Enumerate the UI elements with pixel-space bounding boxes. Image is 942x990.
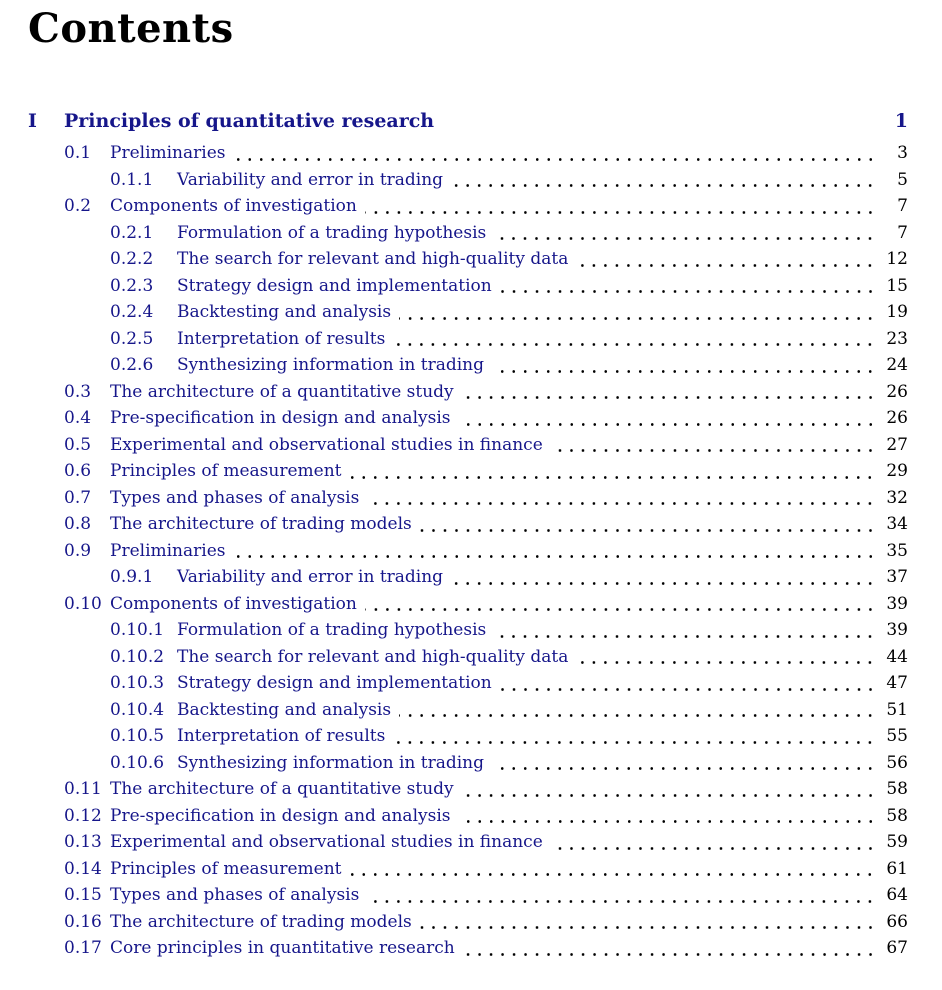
toc-entry-page: 7 bbox=[897, 222, 908, 243]
toc-entry-number: 0.10.3 bbox=[110, 673, 165, 693]
toc-entry-number: 0.12 bbox=[64, 805, 102, 826]
toc-entry-title: Pre-specification in design and analysis bbox=[110, 408, 451, 428]
toc-entry-number: 0.2.6 bbox=[110, 355, 154, 375]
toc-entry-number: 0.17 bbox=[64, 938, 102, 958]
toc-entry-page: 19 bbox=[886, 302, 908, 322]
toc-entry-title: Components of investigation bbox=[110, 593, 357, 614]
toc-entry[interactable] bbox=[28, 617, 908, 644]
toc-entry-title: Principles of measurement bbox=[110, 858, 342, 879]
toc-entry-number: 0.10.1 bbox=[110, 620, 165, 640]
toc-entry-title: Experimental and observational studies in finance bbox=[110, 434, 543, 455]
toc-entry-page: 39 bbox=[886, 593, 908, 614]
toc-entry-title: Synthesizing information in trading bbox=[177, 752, 485, 773]
toc-entry-title: The search for relevant and high-quality data bbox=[177, 646, 569, 667]
toc-entry-page: 32 bbox=[886, 487, 908, 508]
toc-entry[interactable] bbox=[28, 352, 908, 379]
toc-entry-page: 55 bbox=[886, 726, 908, 746]
toc-entry-title: Experimental and observational studies in finance bbox=[110, 832, 543, 852]
toc-entry-page: 51 bbox=[886, 699, 908, 720]
toc-entry-number: 0.1 bbox=[64, 143, 92, 163]
toc-entry-number: 0.2 bbox=[64, 196, 92, 216]
toc-entry-page: 26 bbox=[886, 381, 908, 402]
dot-leader bbox=[462, 379, 876, 406]
toc-entry[interactable] bbox=[28, 856, 908, 883]
toc-entry[interactable] bbox=[28, 379, 908, 406]
toc-entry-title: Formulation of a trading hypothesis bbox=[177, 620, 487, 640]
toc-entry-title: Principles of measurement bbox=[110, 461, 342, 481]
toc-entry-page: 58 bbox=[886, 805, 908, 826]
toc-entry-number: 0.7 bbox=[64, 487, 92, 508]
dot-leader bbox=[463, 935, 876, 962]
toc-entry[interactable] bbox=[28, 167, 908, 194]
toc-entry-page: 24 bbox=[886, 355, 908, 375]
dot-leader bbox=[420, 909, 876, 936]
dot-leader bbox=[234, 140, 877, 167]
toc-entry[interactable] bbox=[28, 670, 908, 697]
toc-entry[interactable] bbox=[28, 432, 908, 459]
dot-leader bbox=[367, 882, 876, 909]
dot-leader bbox=[349, 856, 876, 883]
toc-entry-number: 0.10.2 bbox=[110, 646, 165, 667]
toc-entry[interactable] bbox=[28, 935, 908, 962]
dot-leader bbox=[393, 723, 876, 750]
toc-entry[interactable] bbox=[28, 458, 908, 485]
toc-chapter-title: Principles of quantitative research bbox=[64, 110, 435, 132]
toc-entry-title: The architecture of a quantitative study bbox=[110, 381, 454, 402]
toc-entry-page: 3 bbox=[897, 143, 908, 163]
toc-entry-title: Core principles in quantitative research bbox=[110, 938, 455, 958]
toc-chapter-entry[interactable] bbox=[28, 108, 908, 135]
toc-entry[interactable] bbox=[28, 776, 908, 803]
toc-entry-number: 0.14 bbox=[64, 858, 102, 879]
toc-entry[interactable] bbox=[28, 485, 908, 512]
toc-entry-number: 0.8 bbox=[64, 514, 92, 534]
toc-entry-number: 0.5 bbox=[64, 434, 92, 455]
dot-leader bbox=[393, 326, 876, 353]
toc-entry-page: 58 bbox=[886, 779, 908, 799]
dot-leader bbox=[399, 299, 876, 326]
toc-entry-number: 0.10.6 bbox=[110, 752, 165, 773]
toc-entry-title: Backtesting and analysis bbox=[177, 302, 392, 322]
toc-entry-title: The search for relevant and high-quality data bbox=[177, 249, 569, 269]
toc-entry-page: 66 bbox=[886, 911, 908, 932]
toc-entry-title: Backtesting and analysis bbox=[177, 699, 392, 720]
toc-entry-page: 5 bbox=[897, 169, 908, 190]
dot-leader bbox=[365, 193, 876, 220]
toc-entry-title: The architecture of trading models bbox=[110, 514, 412, 534]
toc-entry-title: Synthesizing information in trading bbox=[177, 355, 485, 375]
toc-entry-number: 0.16 bbox=[64, 911, 102, 932]
toc-entry-number: 0.2.5 bbox=[110, 328, 154, 349]
toc-entry-number: 0.3 bbox=[64, 381, 92, 402]
toc-entry-page: 44 bbox=[886, 646, 908, 667]
toc-entry[interactable] bbox=[28, 538, 908, 565]
dot-leader bbox=[500, 273, 876, 300]
toc-entry-title: Strategy design and implementation bbox=[177, 673, 492, 693]
toc-entry[interactable] bbox=[28, 829, 908, 856]
toc-entry-page: 59 bbox=[886, 832, 908, 852]
dot-leader bbox=[500, 670, 876, 697]
toc-entry-page: 27 bbox=[886, 434, 908, 455]
dot-leader bbox=[451, 564, 876, 591]
toc-entry-page: 37 bbox=[886, 567, 908, 587]
dot-leader bbox=[551, 432, 876, 459]
toc-entry-number: 0.2.3 bbox=[110, 275, 154, 296]
dot-leader bbox=[576, 644, 876, 671]
dot-leader bbox=[234, 538, 877, 565]
table-of-contents bbox=[28, 108, 908, 962]
toc-entry-number: 0.2.1 bbox=[110, 222, 154, 243]
toc-entry[interactable] bbox=[28, 591, 908, 618]
toc-entry[interactable] bbox=[28, 220, 908, 247]
toc-entry-page: 12 bbox=[886, 249, 908, 269]
toc-entry-page: 34 bbox=[886, 514, 908, 534]
toc-entry-number: 0.9 bbox=[64, 540, 92, 561]
toc-entry-number: 0.10.5 bbox=[110, 726, 165, 746]
toc-entry-title: Interpretation of results bbox=[177, 328, 386, 349]
toc-entry-number: 0.10 bbox=[64, 593, 102, 614]
toc-entry[interactable] bbox=[28, 405, 908, 432]
toc-entry-title: Types and phases of analysis bbox=[110, 487, 360, 508]
dot-leader bbox=[462, 776, 876, 803]
toc-entry-page: 15 bbox=[886, 275, 908, 296]
toc-entry[interactable] bbox=[28, 909, 908, 936]
toc-entry-title: Preliminaries bbox=[110, 143, 226, 163]
toc-entry-title: The architecture of trading models bbox=[110, 911, 412, 932]
dot-leader bbox=[349, 458, 876, 485]
toc-entry[interactable] bbox=[28, 193, 908, 220]
toc-entry[interactable] bbox=[28, 882, 908, 909]
toc-entry[interactable] bbox=[28, 803, 908, 830]
toc-entry-page: 56 bbox=[886, 752, 908, 773]
dot-leader bbox=[451, 167, 876, 194]
toc-entry-page: 29 bbox=[886, 461, 908, 481]
toc-entry[interactable] bbox=[28, 723, 908, 750]
toc-chapter-number: I bbox=[28, 110, 37, 132]
toc-entry[interactable] bbox=[28, 299, 908, 326]
toc-entry[interactable] bbox=[28, 697, 908, 724]
toc-entry-page: 67 bbox=[886, 938, 908, 958]
toc-entry-number: 0.4 bbox=[64, 408, 92, 428]
toc-entry-title: Pre-specification in design and analysis bbox=[110, 805, 451, 826]
dot-leader bbox=[365, 591, 876, 618]
toc-entry-title: Preliminaries bbox=[110, 540, 226, 561]
toc-entry-page: 7 bbox=[897, 196, 908, 216]
toc-entry-title: Variability and error in trading bbox=[177, 567, 444, 587]
toc-entry-title: Interpretation of results bbox=[177, 726, 386, 746]
dot-leader bbox=[576, 246, 876, 273]
toc-entry-title: Strategy design and implementation bbox=[177, 275, 492, 296]
toc-entry[interactable] bbox=[28, 246, 908, 273]
toc-chapter-page: 1 bbox=[894, 110, 908, 132]
toc-entry-title: Formulation of a trading hypothesis bbox=[177, 222, 487, 243]
toc-entry-page: 64 bbox=[886, 885, 908, 905]
toc-entry-page: 26 bbox=[886, 408, 908, 428]
toc-entry[interactable] bbox=[28, 273, 908, 300]
toc-entry-title: Components of investigation bbox=[110, 196, 357, 216]
toc-entry-title: Variability and error in trading bbox=[177, 169, 444, 190]
toc-entry-number: 0.2.4 bbox=[110, 302, 154, 322]
toc-entry-number: 0.15 bbox=[64, 885, 102, 905]
dot-leader bbox=[367, 485, 876, 512]
dot-leader bbox=[492, 750, 876, 777]
dot-leader bbox=[399, 697, 876, 724]
toc-entry-page: 61 bbox=[886, 858, 908, 879]
toc-entry-page: 47 bbox=[886, 673, 908, 693]
dot-leader bbox=[492, 352, 876, 379]
toc-entry[interactable] bbox=[28, 564, 908, 591]
toc-entry-page: 35 bbox=[886, 540, 908, 561]
toc-entry-number: 0.2.2 bbox=[110, 249, 154, 269]
toc-entry[interactable] bbox=[28, 140, 908, 167]
toc-entry-number: 0.6 bbox=[64, 461, 92, 481]
toc-entry[interactable] bbox=[28, 326, 908, 353]
dot-leader bbox=[494, 617, 876, 644]
toc-entry-page: 39 bbox=[886, 620, 908, 640]
toc-entry[interactable] bbox=[28, 511, 908, 538]
toc-entry-title: The architecture of a quantitative study bbox=[110, 779, 454, 799]
toc-entry[interactable] bbox=[28, 750, 908, 777]
page-title: Contents bbox=[28, 5, 234, 52]
dot-leader bbox=[494, 220, 876, 247]
toc-entry[interactable] bbox=[28, 644, 908, 671]
dot-leader bbox=[459, 803, 877, 830]
toc-entry-number: 0.11 bbox=[64, 779, 102, 799]
toc-entry-title: Types and phases of analysis bbox=[110, 885, 360, 905]
toc-entry-number: 0.10.4 bbox=[110, 699, 165, 720]
dot-leader bbox=[420, 511, 876, 538]
dot-leader bbox=[459, 405, 877, 432]
toc-entry-number: 0.1.1 bbox=[110, 169, 154, 190]
toc-list bbox=[28, 140, 908, 962]
toc-entry-number: 0.13 bbox=[64, 832, 102, 852]
dot-leader bbox=[551, 829, 876, 856]
toc-entry-number: 0.9.1 bbox=[110, 567, 154, 587]
toc-entry-page: 23 bbox=[886, 328, 908, 349]
